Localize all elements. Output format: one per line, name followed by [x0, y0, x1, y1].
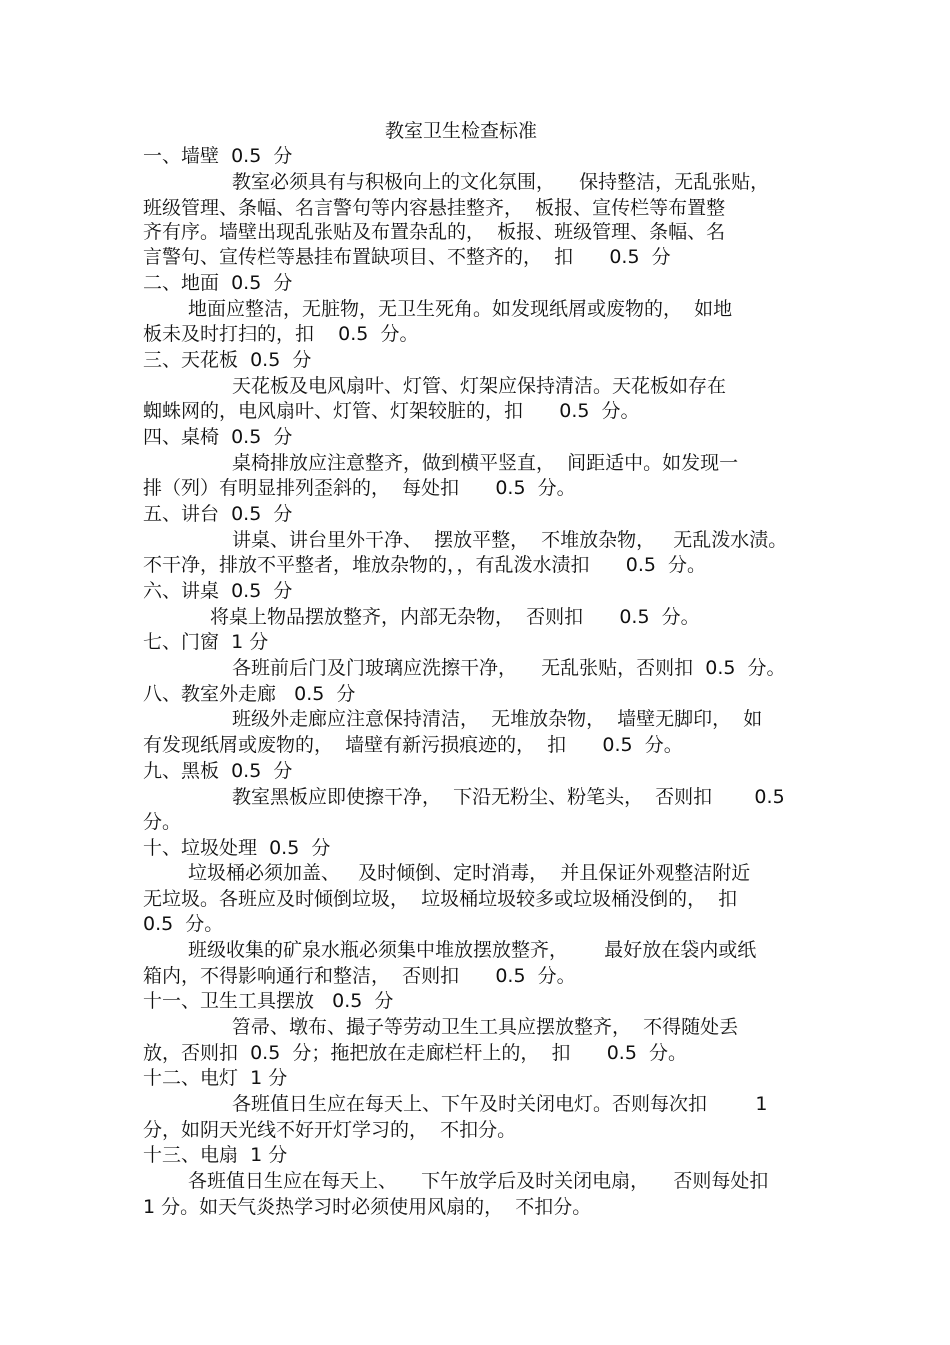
text-line: 天花板及电风扇叶、灯管、灯架应保持清洁。天花板如存在 [232, 375, 727, 397]
text-line: 讲桌、讲台里外干净、 摆放平整， 不堆放杂物， 无乱泼水渍。 [232, 529, 788, 551]
text-line: 十、垃圾处理 0.5 分 [143, 837, 331, 859]
text-line: 言警句、宣传栏等悬挂布置缺项目、不整齐的， 扣 0.5 分 [143, 246, 671, 268]
text-line: 各班值日生应在每天上、下午及时关闭电灯。否则每次扣 1 [232, 1093, 768, 1115]
text-line: 垃圾桶必须加盖、 及时倾倒、定时消毒， 并且保证外观整洁附近 [188, 862, 751, 884]
text-line: 十一、卫生工具摆放 0.5 分 [143, 990, 394, 1012]
text-line: 教室黑板应即使擦干净， 下沿无粉尘、粉笔头， 否则扣 0.5 [232, 786, 785, 808]
text-line: 放，否则扣 0.5 分；拖把放在走廊栏杆上的， 扣 0.5 分。 [143, 1042, 687, 1064]
text-line: 无垃圾。各班应及时倾倒垃圾， 垃圾桶垃圾较多或垃圾桶没倒的， 扣 [143, 888, 738, 910]
text-line: 一、墙壁 0.5 分 [143, 145, 293, 167]
text-line: 五、讲台 0.5 分 [143, 503, 293, 525]
text-line: 各班值日生应在每天上、 下午放学后及时关闭电扇， 否则每处扣 [188, 1170, 769, 1192]
text-line: 九、黑板 0.5 分 [143, 760, 293, 782]
text-line: 分，如阴天光线不好开灯学习的， 不扣分。 [143, 1119, 517, 1141]
text-line: 不干净，排放不平整者，堆放杂物的，，有乱泼水渍扣 0.5 分。 [143, 554, 707, 576]
text-line: 箱内，不得影响通行和整洁， 否则扣 0.5 分。 [143, 965, 576, 987]
text-line: 六、讲桌 0.5 分 [143, 580, 293, 602]
text-line: 笤帚、墩布、撮子等劳动卫生工具应摆放整齐， 不得随处丢 [232, 1016, 739, 1038]
text-line: 排（列）有明显排列歪斜的， 每处扣 0.5 分。 [143, 477, 576, 499]
text-line: 地面应整洁，无脏物，无卫生死角。如发现纸屑或废物的， 如地 [188, 298, 733, 320]
text-line: 班级收集的矿泉水瓶必须集中堆放摆放整齐， 最好放在袋内或纸 [188, 939, 757, 961]
text-line: 各班前后门及门玻璃应洗擦干净， 无乱张贴，否则扣 0.5 分。 [232, 657, 786, 679]
text-line: 分。 [143, 811, 182, 833]
text-line: 三、天花板 0.5 分 [143, 349, 312, 371]
text-line: 十二、电灯 1 分 [143, 1067, 288, 1089]
text-line: 班级外走廊应注意保持清洁， 无堆放杂物， 墙壁无脚印， 如 [232, 708, 763, 730]
text-line: 四、桌椅 0.5 分 [143, 426, 293, 448]
text-line: 二、地面 0.5 分 [143, 272, 293, 294]
text-line: 0.5 分。 [143, 913, 224, 935]
text-line: 有发现纸屑或废物的， 墙壁有新污损痕迹的， 扣 0.5 分。 [143, 734, 683, 756]
document-title: 教室卫生检查标准 [385, 120, 538, 142]
text-line: 将桌上物品摆放整齐，内部无杂物， 否则扣 0.5 分。 [210, 606, 700, 628]
text-line: 蜘蛛网的，电风扇叶、灯管、灯架较脏的，扣 0.5 分。 [143, 400, 640, 422]
text-line: 十三、电扇 1 分 [143, 1144, 288, 1166]
text-line: 八、教室外走廊 0.5 分 [143, 683, 356, 705]
text-line: 教室必须具有与积极向上的文化氛围， 保持整洁，无乱张贴， [232, 171, 770, 193]
text-line: 板未及时打扫的，扣 0.5 分。 [143, 323, 419, 345]
text-line: 七、门窗 1 分 [143, 631, 269, 653]
text-line: 桌椅排放应注意整齐，做到横平竖直， 间距适中。如发现一 [232, 452, 739, 474]
text-line: 齐有序。墙壁出现乱张贴及布置杂乱的， 板报、班级管理、条幅、名 [143, 221, 726, 243]
text-line: 1 分。如天气炎热学习时必须使用风扇的， 不扣分。 [143, 1196, 592, 1218]
text-line: 班级管理、条幅、名言警句等内容悬挂整齐， 板报、宣传栏等布置整 [143, 197, 726, 219]
